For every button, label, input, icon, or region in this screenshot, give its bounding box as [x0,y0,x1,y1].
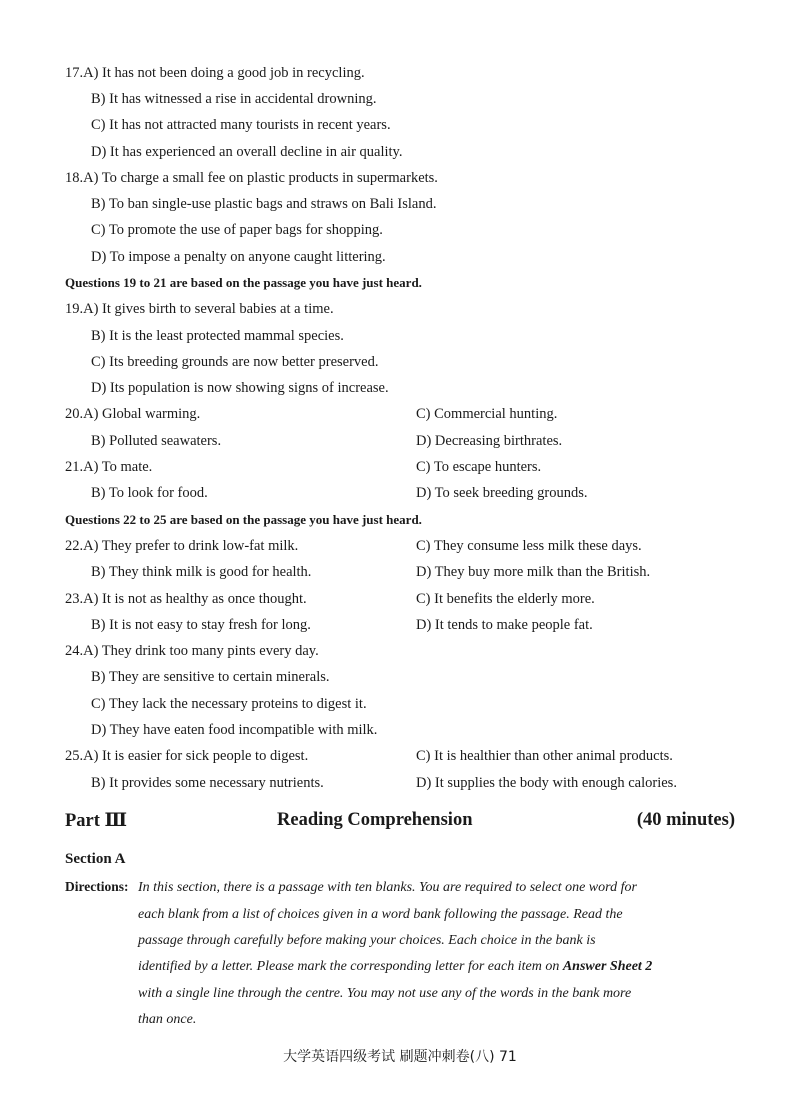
question-25-option-c: C) It is healthier than other animal products. [416,748,673,764]
question-20-option-a: 20.A) Global warming. [65,406,201,422]
question-18-option-d: D) To impose a penalty on anyone caught littering. [91,249,386,265]
section-title: Section A [65,851,126,867]
questions-19-21-heading: Questions 19 to 21 are based on the passage you have just heard. [65,275,422,290]
question-number: 18. [65,170,84,186]
question-21-option-b: B) To look for food. [91,485,208,501]
part-label: Part Ⅲ [65,811,128,831]
directions-label: Directions: [65,879,129,894]
question-22-option-d: D) They buy more milk than the British. [416,564,651,580]
question-24-option-d: D) They have eaten food incompatible with milk. [91,722,378,738]
question-number: 22. [65,538,84,554]
question-24-option-c: C) They lack the necessary proteins to digest it. [91,696,367,712]
question-23-option-b: B) It is not easy to stay fresh for long. [91,617,311,633]
question-17-option-c: C) It has not attracted many tourists in recent years. [91,117,391,133]
question-number: 20. [65,406,84,422]
question-21-option-a: 21.A) To mate. [65,459,153,475]
question-number: 19. [65,301,84,317]
question-20-option-b: B) Polluted seawaters. [91,433,222,449]
question-17-option-d: D) It has experienced an overall decline in air quality. [91,144,403,160]
question-25-option-a: 25.A) It is easier for sick people to digest. [65,748,309,764]
question-20-option-c: C) Commercial hunting. [416,406,558,422]
answer-sheet-ref: Answer Sheet 2 [562,959,653,974]
question-24-option-b: B) They are sensitive to certain minerals. [91,669,330,685]
question-25-option-b: B) It provides some necessary nutrients. [91,775,324,791]
question-17-option-a: 17.A) It has not been doing a good job in recycling. [65,65,365,81]
part-header [65,810,735,834]
question-19-option-b: B) It is the least protected mammal species. [91,328,344,344]
directions-line-6: than once. [138,1012,197,1027]
question-number: 21. [65,459,84,475]
question-22-option-b: B) They think milk is good for health. [91,564,312,580]
question-number: 17. [65,65,84,81]
question-21-option-c: C) To escape hunters. [416,459,542,475]
questions-22-25-heading: Questions 22 to 25 are based on the passage you have just heard. [65,512,422,527]
question-18-option-c: C) To promote the use of paper bags for shopping. [91,222,383,238]
page-footer: 大学英语四级考试 刷题冲刺卷(八) 71 [283,1049,517,1065]
question-17-option-b: B) It has witnessed a rise in accidental drowning. [91,91,377,107]
directions-line-2: each blank from a list of choices given in a word bank following the passage. Read the [138,907,623,922]
question-number: 25. [65,748,84,764]
question-number: 24. [65,643,84,659]
question-19-option-c: C) Its breeding grounds are now better preserved. [91,354,379,370]
question-22-option-c: C) They consume less milk these days. [416,538,642,554]
question-23-option-d: D) It tends to make people fat. [416,617,593,633]
question-24-option-a: 24.A) They drink too many pints every day. [65,643,319,659]
question-25-option-d: D) It supplies the body with enough calories. [416,775,677,791]
question-19-option-a: 19.A) It gives birth to several babies at a time. [65,301,334,317]
part-title: Reading Comprehension [277,810,473,830]
question-18-option-a: 18.A) To charge a small fee on plastic products in supermarkets. [65,170,438,186]
directions-line-1: In this section, there is a passage with ten blanks. You are required to select one word for [138,880,637,895]
question-18-option-b: B) To ban single-use plastic bags and straws on Bali Island. [91,196,437,212]
directions-line-4: identified by a letter. Please mark the corresponding letter for each item on Answer Sheet 2 [138,959,653,974]
question-23-option-c: C) It benefits the elderly more. [416,591,595,607]
question-20-option-d: D) Decreasing birthrates. [416,433,563,449]
directions-line-3: passage through carefully before making your choices. Each choice in the bank is [138,933,596,948]
question-number: 23. [65,591,84,607]
question-22-option-a: 22.A) They prefer to drink low-fat milk. [65,538,299,554]
question-19-option-d: D) Its population is now showing signs of increase. [91,380,389,396]
question-21-option-d: D) To seek breeding grounds. [416,485,588,501]
directions-line-5: with a single line through the centre. You may not use any of the words in the bank more [138,986,632,1001]
question-23-option-a: 23.A) It is not as healthy as once thought. [65,591,307,607]
part-time: (40 minutes) [636,810,735,830]
